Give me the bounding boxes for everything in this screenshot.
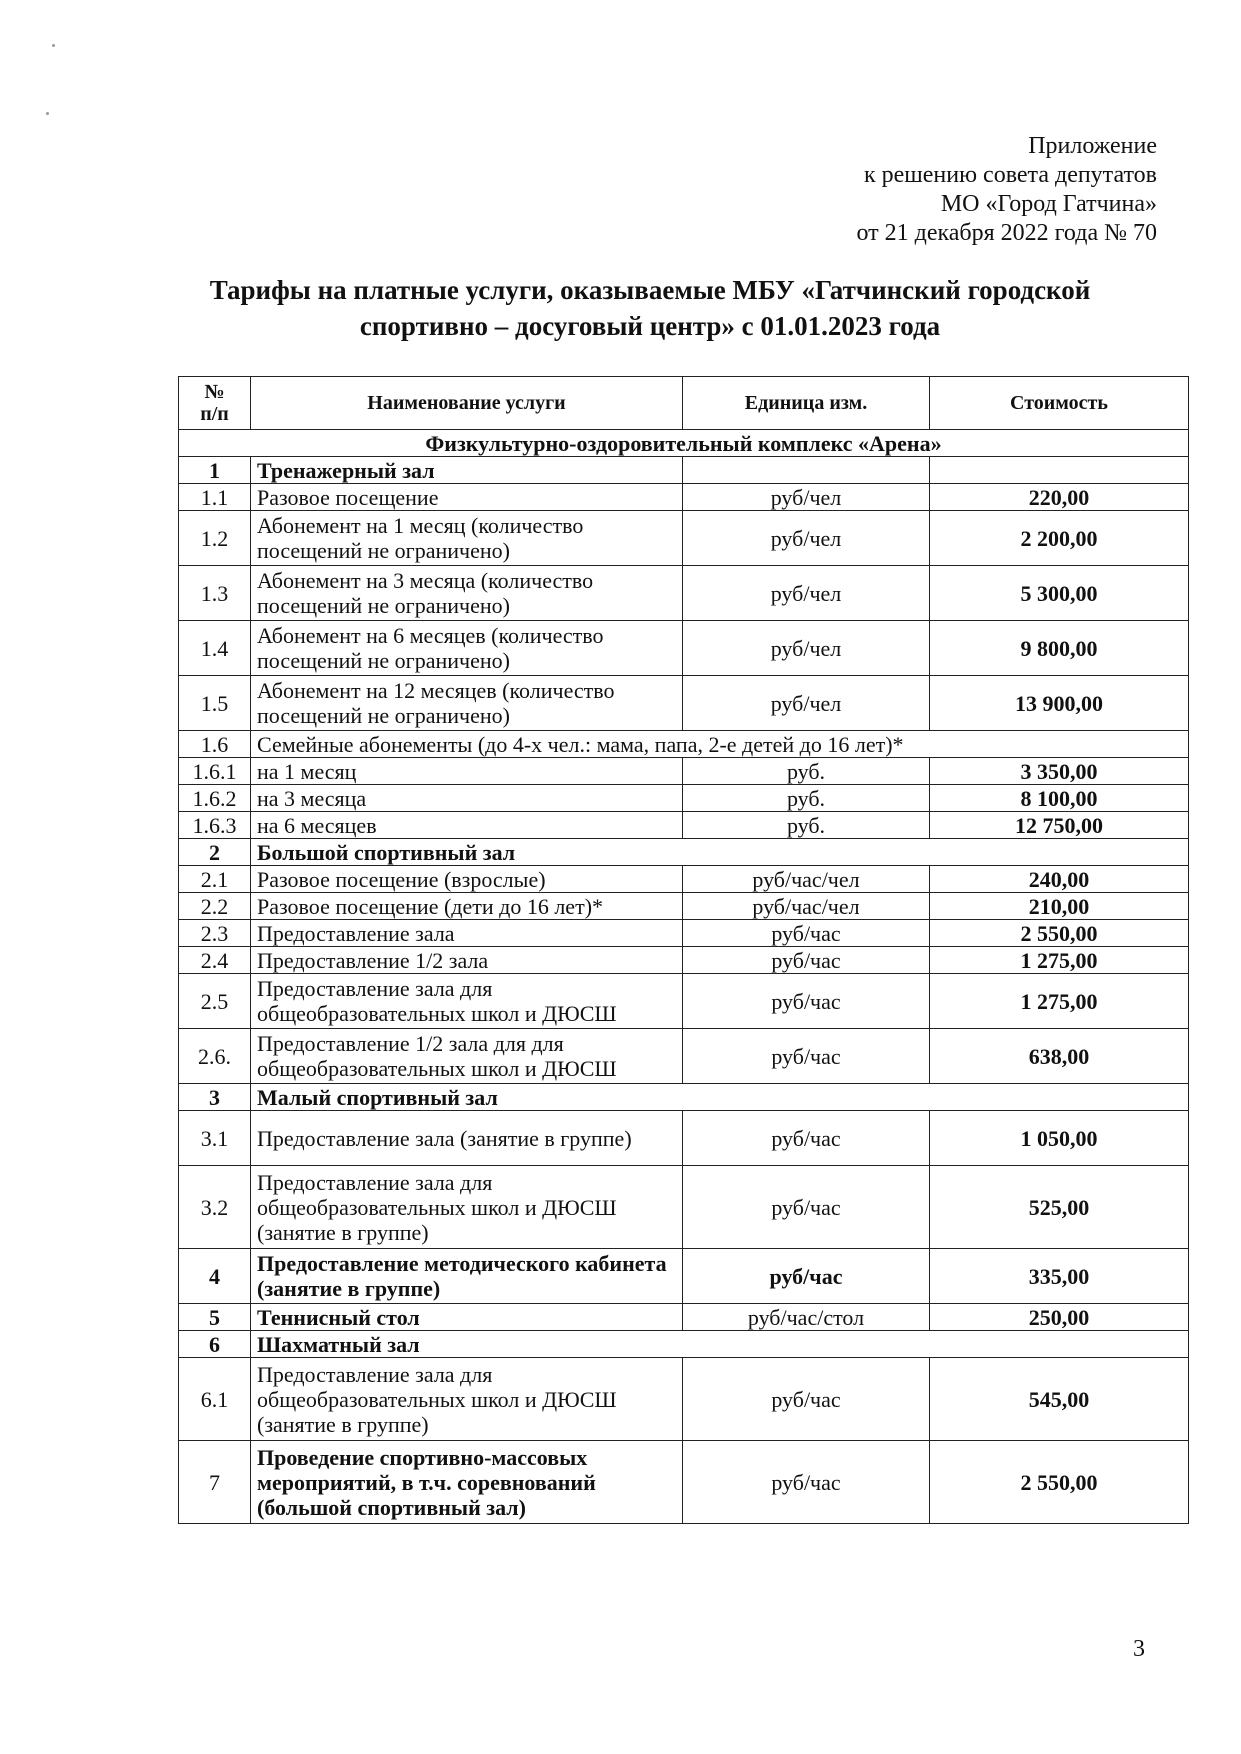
row-price: 12 750,00: [930, 812, 1189, 839]
row-unit: руб/чел: [683, 511, 930, 566]
row-number: 2: [179, 839, 251, 866]
table-row: [179, 1029, 1189, 1084]
approval-block: [856, 132, 1157, 248]
table-row: [179, 758, 1189, 785]
row-number: 6.1: [179, 1358, 251, 1441]
row-price: 335,00: [930, 1249, 1189, 1304]
header-service-name: Наименование услуги: [251, 377, 683, 430]
approval-line: к решению совета депутатов: [863, 162, 1157, 188]
row-unit: руб/час: [683, 920, 930, 947]
row-price: 1 275,00: [930, 947, 1189, 974]
row-service: Абонемент на 3 месяца (количество посещений не ограничено): [251, 566, 683, 621]
row-unit: руб.: [683, 758, 930, 785]
table-row: [179, 974, 1189, 1029]
header-unit: Единица изм.: [683, 377, 930, 430]
row-price: [930, 457, 1189, 484]
row-unit: руб/час: [683, 1249, 930, 1304]
row-unit: руб/час: [683, 1029, 930, 1084]
row-number: 2.5: [179, 974, 251, 1029]
row-service: Абонемент на 1 месяц (количество посещений не ограничено): [251, 511, 683, 566]
row-service: Абонемент на 6 месяцев (количество посещений не ограничено): [251, 621, 683, 676]
table-row: [179, 731, 1189, 758]
table-row: [179, 1358, 1189, 1441]
row-unit: руб/час: [683, 1166, 930, 1249]
row-unit: руб/час/чел: [683, 893, 930, 920]
row-unit: руб/чел: [683, 566, 930, 621]
header-price: Стоимость: [930, 377, 1189, 430]
table-row: [179, 1304, 1189, 1331]
approval-line: МО «Город Гатчина»: [940, 191, 1157, 217]
row-unit: руб/час: [683, 947, 930, 974]
row-number: 5: [179, 1304, 251, 1331]
row-price: 1 050,00: [930, 1111, 1189, 1166]
table-row: [179, 947, 1189, 974]
row-service: Предоставление 1/2 зала: [251, 947, 683, 974]
group-title: Физкультурно-оздоровительный комплекс «Арена»: [179, 430, 1189, 457]
table-row: [179, 1111, 1189, 1166]
row-price: 3 350,00: [930, 758, 1189, 785]
row-number: 3: [179, 1084, 251, 1111]
approval-line: Приложение: [1028, 133, 1157, 159]
row-unit: руб/час/стол: [683, 1304, 930, 1331]
section-row: [179, 839, 1189, 866]
table-row: [179, 812, 1189, 839]
row-service: Предоставление 1/2 зала для для общеобразовательных школ и ДЮСШ: [251, 1029, 683, 1084]
row-unit: руб/час: [683, 1441, 930, 1524]
row-service: Предоставление зала (занятие в группе): [251, 1111, 683, 1166]
row-unit: руб/чел: [683, 676, 930, 731]
row-service: Теннисный стол: [251, 1304, 683, 1331]
row-price: 1 275,00: [930, 974, 1189, 1029]
table-row: [179, 621, 1189, 676]
row-price: 525,00: [930, 1166, 1189, 1249]
row-service: Предоставление методического кабинета (занятие в группе): [251, 1249, 683, 1304]
row-price: 5 300,00: [930, 566, 1189, 621]
row-service: Большой спортивный зал: [251, 839, 1189, 866]
row-number: 1.5: [179, 676, 251, 731]
table-row: [179, 484, 1189, 511]
scan-speck: [46, 112, 49, 115]
row-service: Тренажерный зал: [251, 457, 683, 484]
row-unit: руб/чел: [683, 621, 930, 676]
row-price: 545,00: [930, 1358, 1189, 1441]
row-service: Предоставление зала для общеобразовательных школ и ДЮСШ (занятие в группе): [251, 1358, 683, 1441]
row-service: Шахматный зал: [251, 1331, 1189, 1358]
row-number: 7: [179, 1441, 251, 1524]
row-number: 1.6.1: [179, 758, 251, 785]
table-row: [179, 893, 1189, 920]
row-service: Разовое посещение (взрослые): [251, 866, 683, 893]
title-line: спортивно – досуговый центр» с 01.01.2023 года: [359, 311, 941, 341]
row-number: 4: [179, 1249, 251, 1304]
page-number: 3: [1133, 1636, 1145, 1662]
row-number: 1.3: [179, 566, 251, 621]
row-price: 638,00: [930, 1029, 1189, 1084]
row-number: 6: [179, 1331, 251, 1358]
row-unit: руб/час/чел: [683, 866, 930, 893]
row-price: 210,00: [930, 893, 1189, 920]
table-row: [179, 920, 1189, 947]
row-number: 3.2: [179, 1166, 251, 1249]
row-service: Предоставление зала для общеобразовательных школ и ДЮСШ (занятие в группе): [251, 1166, 683, 1249]
header-number: № п/п: [179, 377, 251, 430]
tariffs-table: [178, 376, 1189, 1524]
row-unit: руб/чел: [683, 484, 930, 511]
row-price: 9 800,00: [930, 621, 1189, 676]
row-service: Малый спортивный зал: [251, 1084, 1189, 1111]
row-number: 1.6.2: [179, 785, 251, 812]
row-service: Семейные абонементы (до 4-х чел.: мама, папа, 2-е детей до 16 лет)*: [251, 731, 1189, 758]
document-title: [150, 272, 1150, 344]
section-row: [179, 1331, 1189, 1358]
row-number: 2.3: [179, 920, 251, 947]
row-price: 240,00: [930, 866, 1189, 893]
title-line: Тарифы на платные услуги, оказываемые МБУ «Гатчинский городской: [209, 275, 1091, 305]
row-number: 2.6.: [179, 1029, 251, 1084]
row-number: 1.6.3: [179, 812, 251, 839]
table-header-row: [179, 377, 1189, 430]
row-price: 2 200,00: [930, 511, 1189, 566]
row-unit: руб.: [683, 785, 930, 812]
scan-speck: [52, 44, 55, 47]
row-price: 250,00: [930, 1304, 1189, 1331]
row-service: на 3 месяца: [251, 785, 683, 812]
row-unit: руб.: [683, 812, 930, 839]
row-number: 1.4: [179, 621, 251, 676]
row-service: Проведение спортивно-массовых мероприятий, в т.ч. соревнований (большой спортивный зал): [251, 1441, 683, 1524]
row-number: 2.2: [179, 893, 251, 920]
table-row: [179, 1166, 1189, 1249]
row-unit: руб/час: [683, 1358, 930, 1441]
row-number: 1.2: [179, 511, 251, 566]
row-number: 1.1: [179, 484, 251, 511]
row-number: 1.6: [179, 731, 251, 758]
group-row: [179, 430, 1189, 457]
table-row: [179, 785, 1189, 812]
row-number: 2.1: [179, 866, 251, 893]
row-price: 13 900,00: [930, 676, 1189, 731]
row-number: 2.4: [179, 947, 251, 974]
row-service: Абонемент на 12 месяцев (количество посещений не ограничено): [251, 676, 683, 731]
row-service: Разовое посещение (дети до 16 лет)*: [251, 893, 683, 920]
table-row: [179, 566, 1189, 621]
table-row: [179, 511, 1189, 566]
table-row: [179, 676, 1189, 731]
row-unit: руб/час: [683, 974, 930, 1029]
row-price: 2 550,00: [930, 920, 1189, 947]
row-service: Предоставление зала: [251, 920, 683, 947]
row-price: 2 550,00: [930, 1441, 1189, 1524]
section-row: [179, 1084, 1189, 1111]
row-service: Предоставление зала для общеобразовательных школ и ДЮСШ: [251, 974, 683, 1029]
row-number: 1: [179, 457, 251, 484]
row-unit: руб/час: [683, 1111, 930, 1166]
row-price: 8 100,00: [930, 785, 1189, 812]
table-row: [179, 866, 1189, 893]
section-row: [179, 457, 1189, 484]
approval-line: от 21 декабря 2022 года № 70: [856, 220, 1157, 246]
table-row: [179, 1441, 1189, 1524]
row-service: на 1 месяц: [251, 758, 683, 785]
row-price: 220,00: [930, 484, 1189, 511]
row-service: на 6 месяцев: [251, 812, 683, 839]
table-row: [179, 1249, 1189, 1304]
row-service: Разовое посещение: [251, 484, 683, 511]
row-number: 3.1: [179, 1111, 251, 1166]
row-unit: [683, 457, 930, 484]
